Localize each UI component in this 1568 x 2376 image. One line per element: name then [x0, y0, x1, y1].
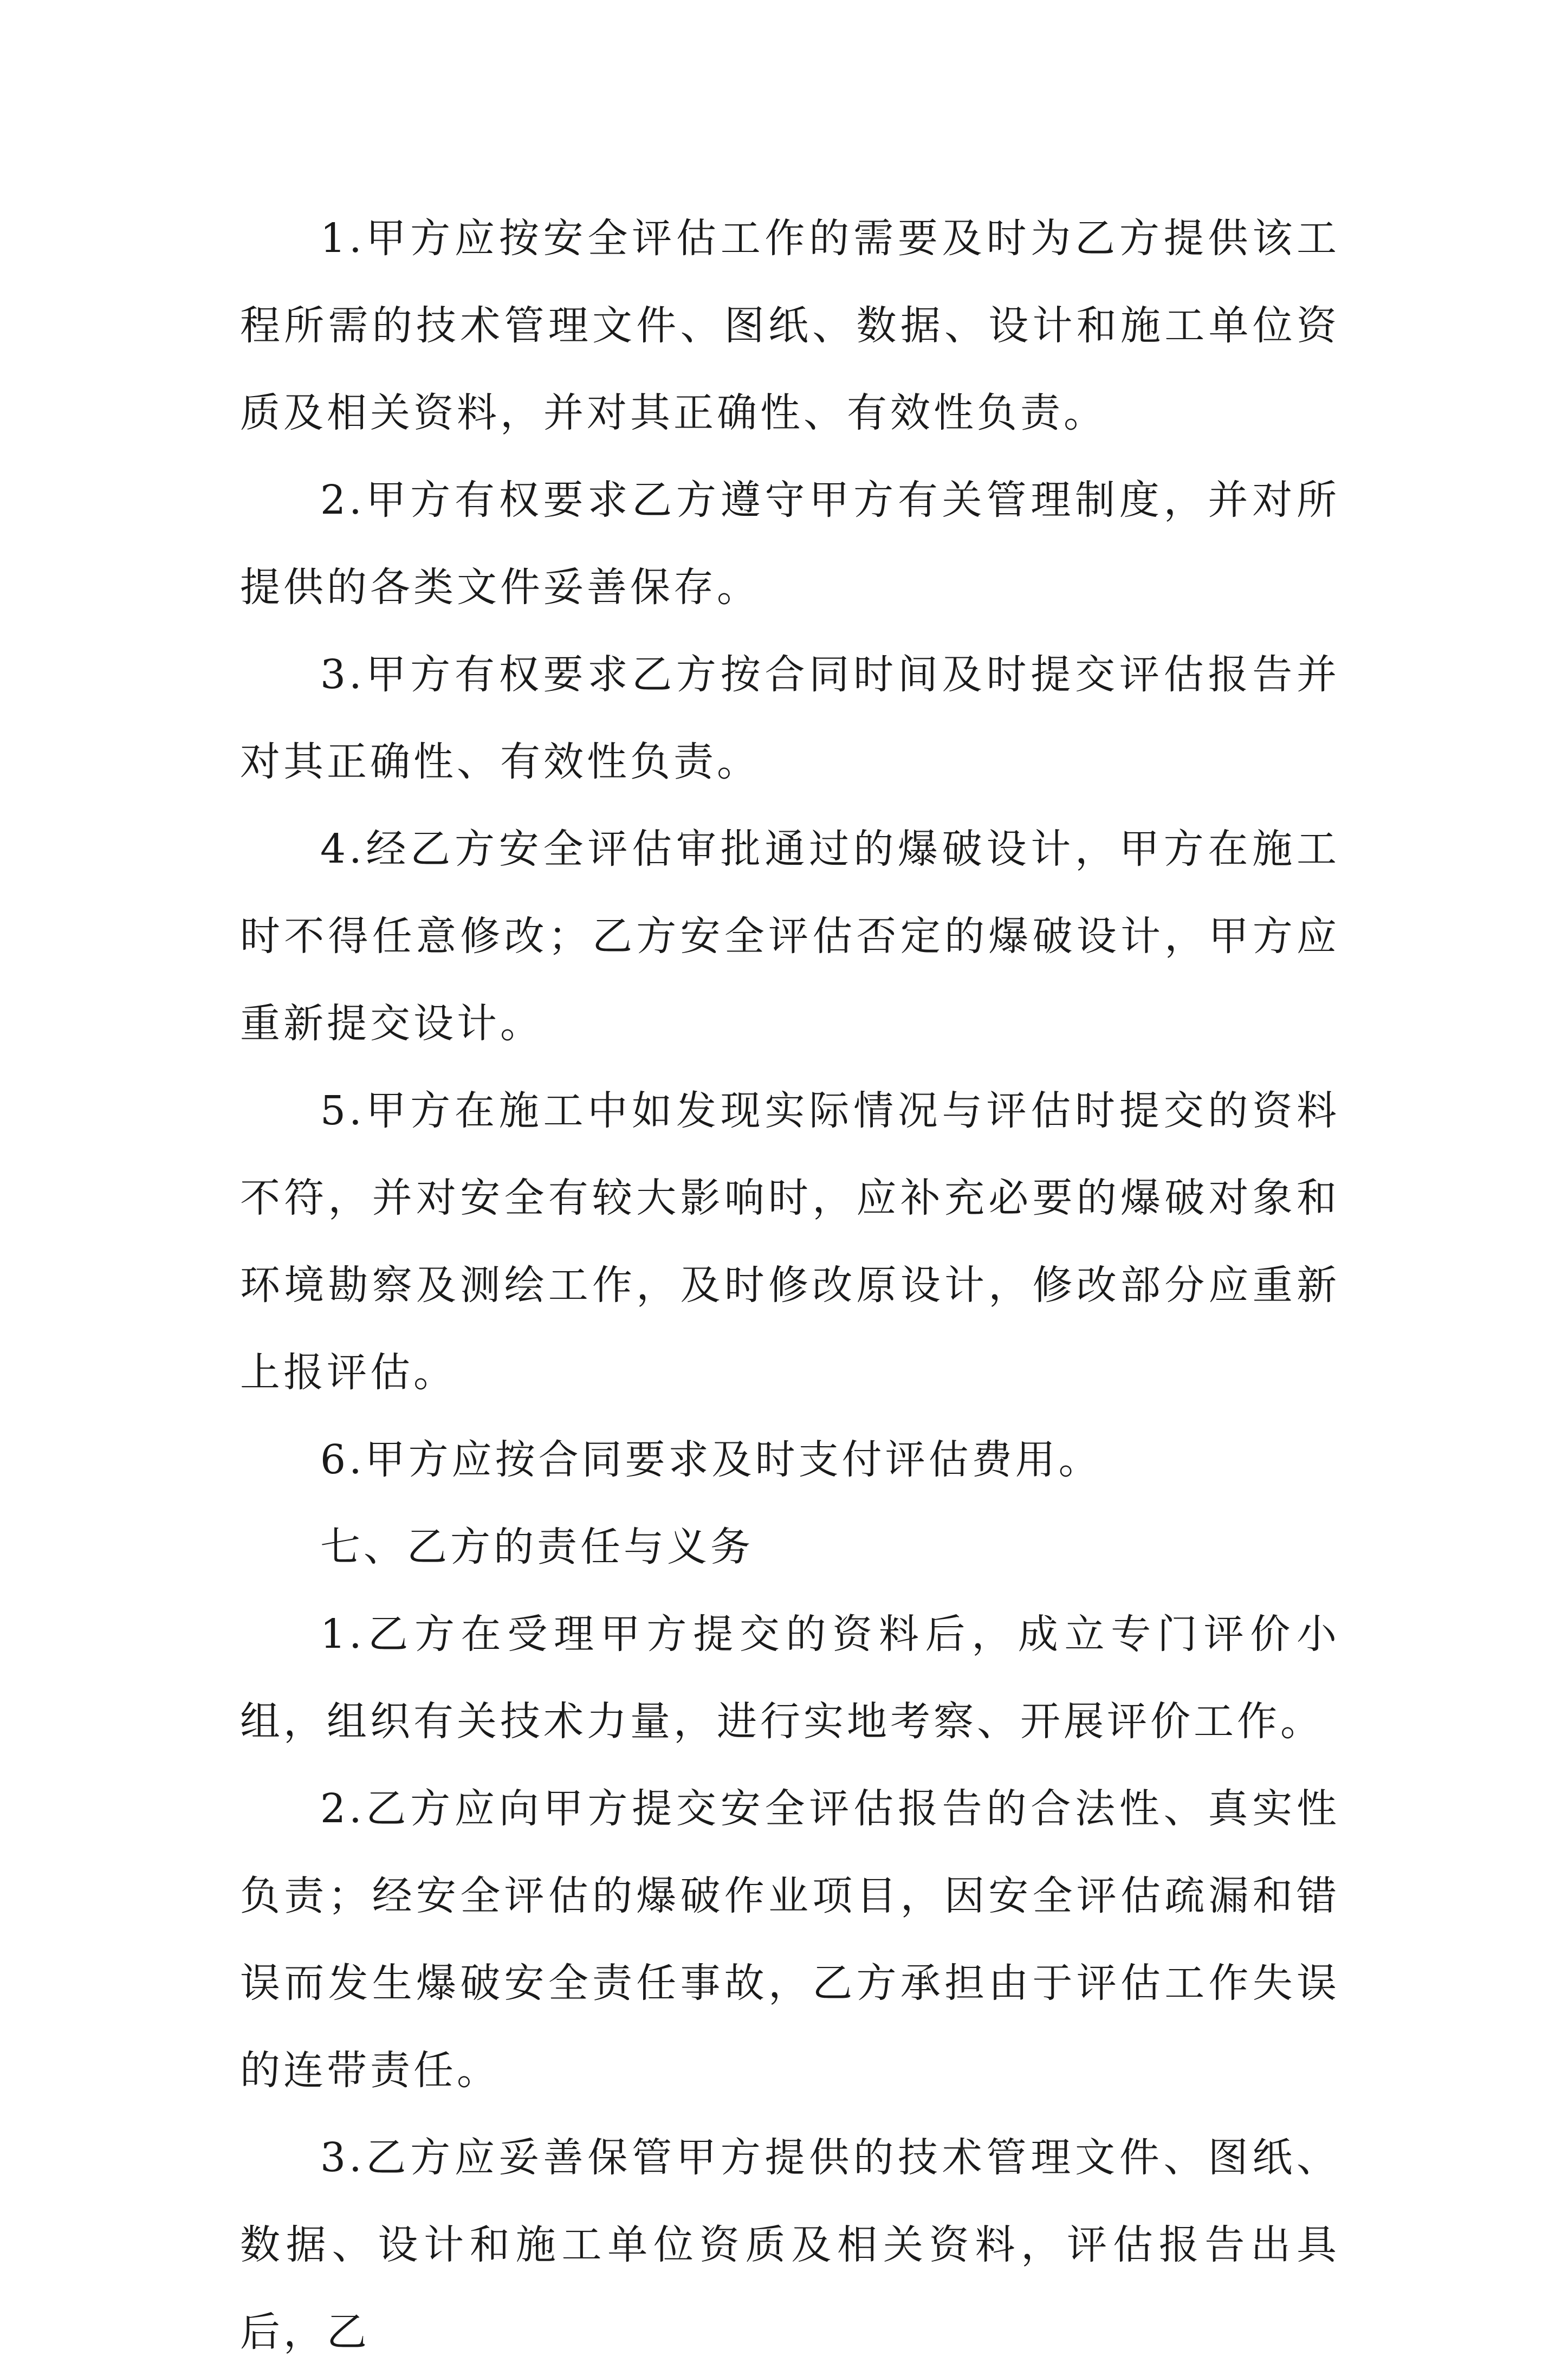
clause-party-a-5: 5.甲方在施工中如发现实际情况与评估时提交的资料不符，并对安全有较大影响时，应补充必要的爆破对象和环境勘察及测绘工作，及时修改原设计，修改部分应重新上报评估。 [240, 1087, 1340, 1396]
clause-party-a-2: 2.甲方有权要求乙方遵守甲方有关管理制度，并对所提供的各类文件妥善保存。 [240, 477, 1340, 611]
section-heading-party-b: 七、乙方的责任与义务 [320, 1524, 754, 1570]
clause-party-b-3: 3.乙方应妥善保管甲方提供的技术管理文件、图纸、数据、设计和施工单位资质及相关资料，评估报告出具后，乙 [240, 2134, 1340, 2355]
clause-party-b-1: 1.乙方在受理甲方提交的资料后，成立专门评价小组，组织有关技术力量，进行实地考察、开展评价工作。 [240, 1611, 1340, 1745]
clause-party-a-1: 1.甲方应按安全评估工作的需要及时为乙方提供该工程所需的技术管理文件、图纸、数据、设计和施工单位资质及相关资料，并对其正确性、有效性负责。 [240, 215, 1340, 436]
clause-party-a-6: 6.甲方应按合同要求及时支付评估费用。 [320, 1436, 1102, 1483]
clause-party-a-3: 3.甲方有权要求乙方按合同时间及时提交评估报告并对其正确性、有效性负责。 [240, 651, 1340, 785]
clause-party-a-4: 4.经乙方安全评估审批通过的爆破设计，甲方在施工时不得任意修改；乙方安全评估否定的爆破设计，甲方应重新提交设计。 [240, 826, 1340, 1047]
document-body [240, 195, 1340, 2376]
clause-party-b-2: 2.乙方应向甲方提交安全评估报告的合法性、真实性负责；经安全评估的爆破作业项目，因安全评估疏漏和错误而发生爆破安全责任事故，乙方承担由于评估工作失误的连带责任。 [240, 1785, 1340, 2094]
